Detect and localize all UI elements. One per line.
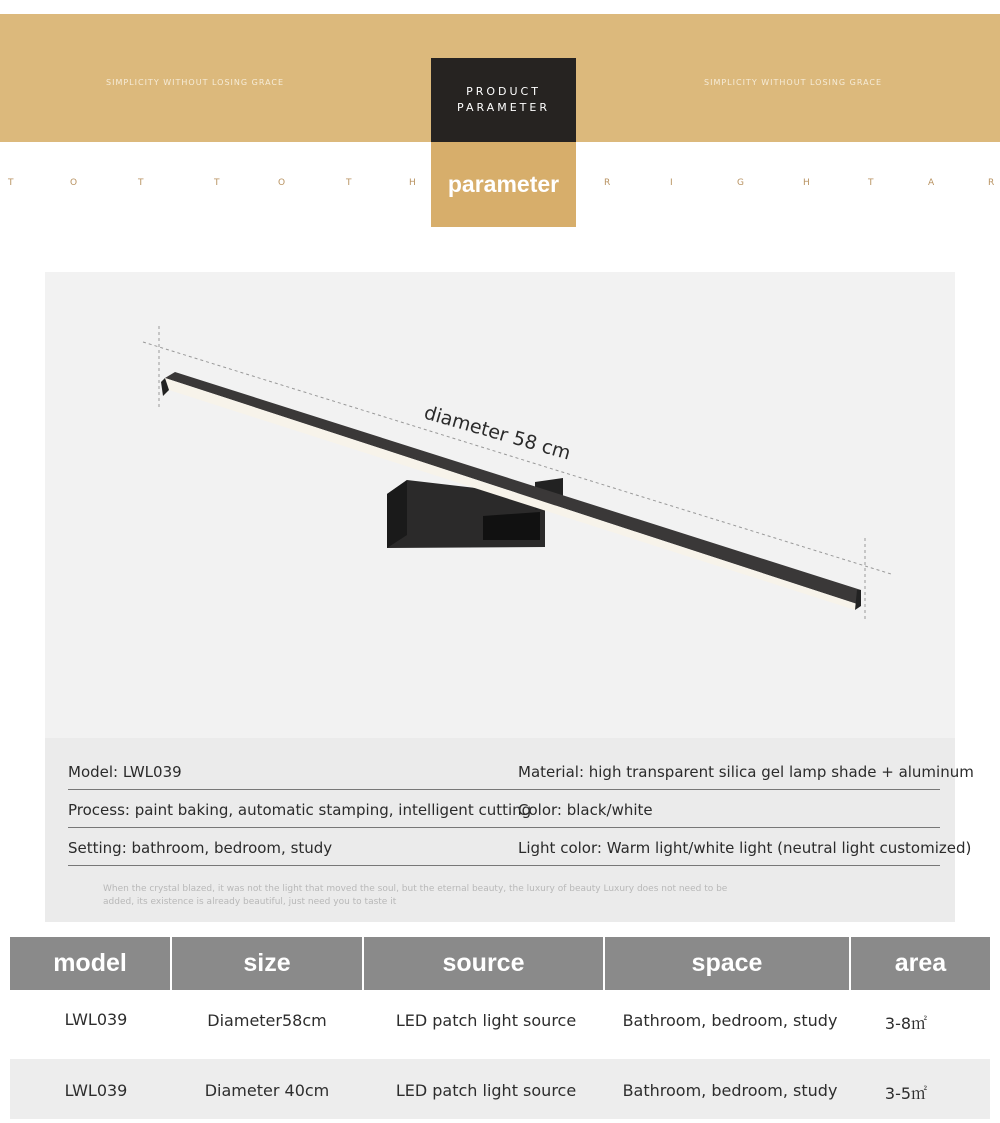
spec-divider [68,865,940,866]
table-cell-space: Bathroom, bedroom, study [622,1011,838,1030]
description-note [103,883,803,909]
table-header-model: model [10,937,170,990]
product-parameter-box [431,58,576,142]
table-cell-space: Bathroom, bedroom, study [622,1081,838,1100]
table-header-area: area [851,937,990,990]
table-cell-source: LED patch light source [395,1081,577,1100]
table-row [10,1059,990,1119]
table-header-space: space [605,937,849,990]
letter: H [803,178,810,188]
table-cell-area: 3-8㎡ [884,1014,928,1033]
letter: T [868,178,874,188]
letter: T [346,178,352,188]
table-header-source: source [364,937,603,990]
table-cell-area: 3-5㎡ [884,1084,928,1103]
box-line-1: PRODUCT [466,85,541,98]
decorative-letters [0,178,1000,192]
table-row [0,990,1000,1058]
note-line-2: added, its existence is already beautiful, just need you to taste it [103,897,397,907]
letter: O [278,178,286,188]
spec-model: Model: LWL039 [68,763,182,781]
tagline-right: SIMPLICITY WITHOUT LOSING GRACE [704,78,883,87]
light-bar [165,372,861,604]
spec-light-color: Light color: Warm light/white light (neutral light customized) [518,839,972,857]
box-line-2: PARAMETER [457,101,550,114]
letter: T [138,178,144,188]
tagline-left: SIMPLICITY WITHOUT LOSING GRACE [106,78,285,87]
dimension-label: diameter 58 cm [421,401,574,465]
letter: H [409,178,416,188]
product-photo [45,272,955,738]
letter: T [214,178,220,188]
table-cell-model: LWL039 [64,1081,128,1100]
letter: O [70,178,78,188]
letter: R [988,178,995,188]
spec-divider [68,827,940,828]
table-cell-model: LWL039 [64,1010,128,1029]
spec-process: Process: paint baking, automatic stamping, intelligent cutting [68,801,532,819]
spec-divider [68,789,940,790]
parameter-heading: parameter [431,142,576,227]
letter: I [670,178,673,188]
table-cell-size: Diameter 40cm [204,1081,330,1100]
letter: R [604,178,611,188]
spec-color: Color: black/white [518,801,653,819]
spec-material: Material: high transparent silica gel lamp shade + aluminum [518,763,974,781]
note-line-1: When the crystal blazed, it was not the light that moved the soul, but the eternal beauty, the luxury of beauty Luxury does not need to be [103,884,728,894]
lamp-illustration [45,272,955,738]
letter: T [8,178,14,188]
spec-setting: Setting: bathroom, bedroom, study [68,839,333,857]
letter: G [737,178,744,188]
table-cell-size: Diameter58cm [207,1011,327,1030]
table-header-size: size [172,937,362,990]
table-cell-source: LED patch light source [395,1011,577,1030]
letter: A [928,178,935,188]
